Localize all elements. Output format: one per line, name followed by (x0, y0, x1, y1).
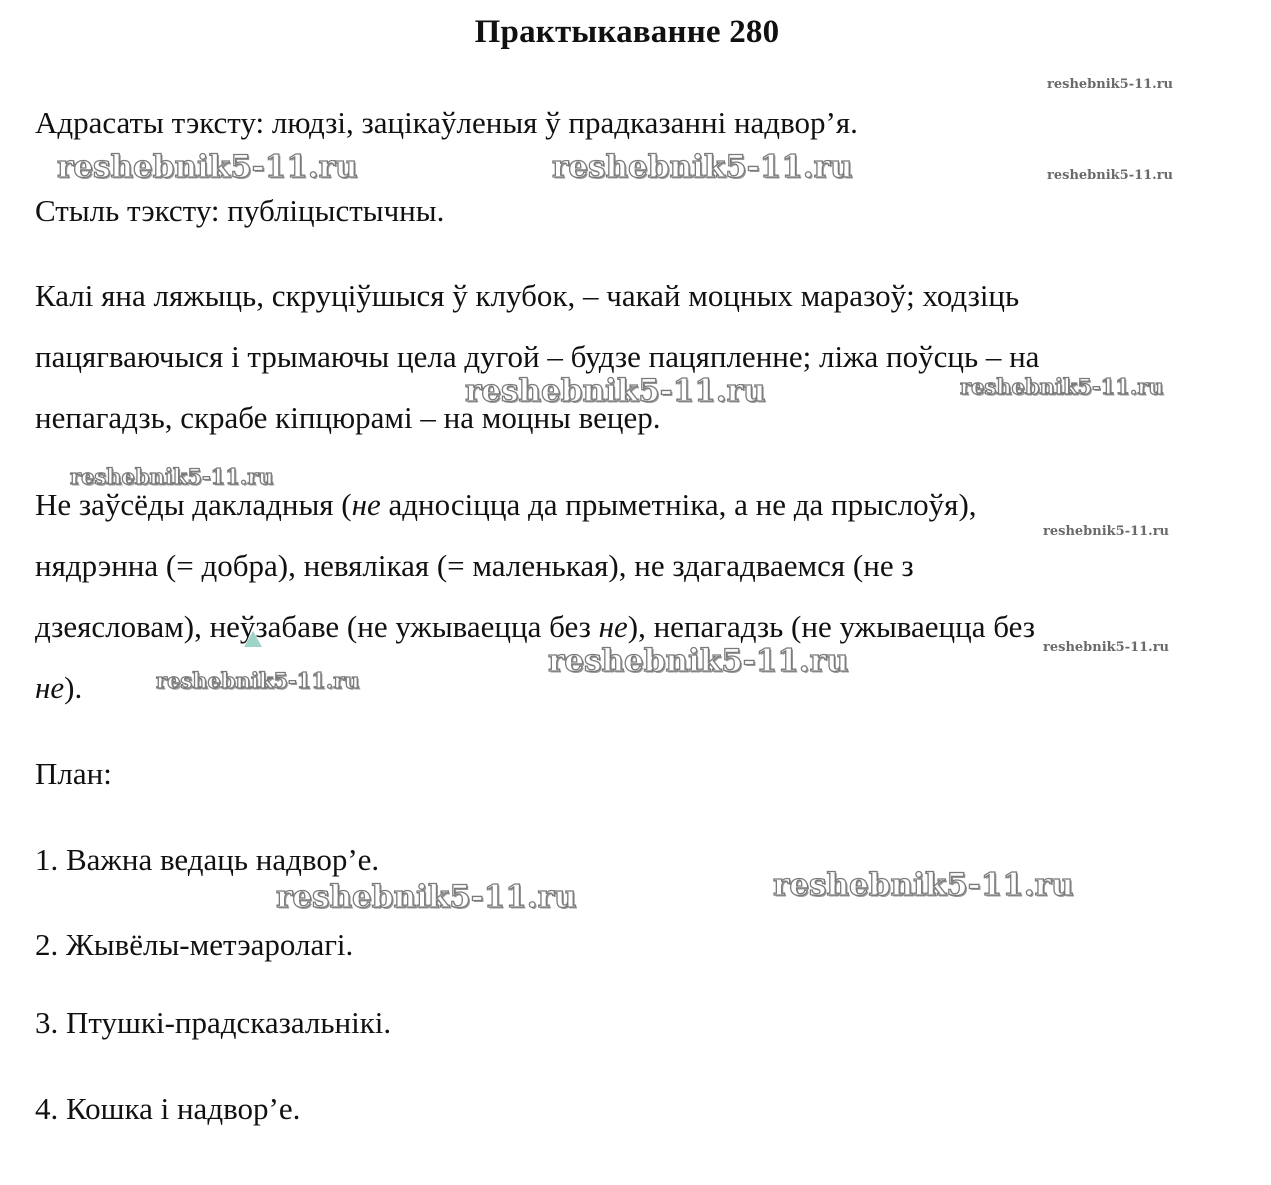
plan-item-4: 4. Кошка і надвор’е. (35, 1091, 301, 1126)
watermark-large: reshebnik5-11.ru (465, 373, 766, 409)
watermark-large: reshebnik5-11.ru (57, 149, 358, 185)
text-segment: дзеясловам), неўзабаве (не ужываецца без (35, 609, 599, 644)
plan-item-2: 2. Жывёлы-метэаролагі. (35, 927, 354, 962)
italic-ne: не (598, 609, 628, 644)
watermark-small: reshebnik5-11.ru (1043, 640, 1170, 655)
paragraph2-line-4 (35, 670, 82, 706)
paragraph2-line-2: нядрэнна (= добра), невялікая (= маленькая), не здагадваемся (не з (35, 548, 914, 583)
text-segment: ), непагадзь (не ужываецца без (627, 609, 1035, 644)
addressees-line: Адрасаты тэксту: людзі, зацікаўленыя ў прадказанні надвор’я. (35, 105, 858, 140)
plan-item-3: 3. Птушкі-прадсказальнікі. (35, 1005, 392, 1040)
paragraph1-line-1: Калі яна ляжыць, скруціўшыся ў клубок, – чакай моцных маразоў; ходзіць (35, 278, 1020, 313)
page-title: Практыкаванне 280 (474, 14, 780, 50)
watermark-small: reshebnik5-11.ru (1047, 168, 1174, 183)
italic-ne: не (35, 670, 65, 705)
watermark-small: reshebnik5-11.ru (1043, 524, 1170, 539)
style-line: Стыль тэксту: публіцыстычны. (35, 193, 445, 228)
triangle-mark-icon (244, 631, 262, 647)
text-segment: ). (64, 670, 83, 705)
watermark-large: reshebnik5-11.ru (276, 879, 577, 915)
plan-item-1: 1. Важна ведаць надвор’е. (35, 842, 380, 877)
text-segment: адносіцца да прыметніка, а не да прыслоўя), (380, 487, 977, 522)
watermark-medium: reshebnik5-11.ru (156, 668, 360, 693)
watermark-large: reshebnik5-11.ru (552, 149, 853, 185)
text-segment: Не заўсёды дакладныя ( (35, 487, 352, 522)
paragraph1-line-3: непагадзь, скрабе кіпцюрамі – на моцны вецер. (35, 400, 661, 435)
paragraph2-line-1 (35, 487, 977, 523)
watermark-large: reshebnik5-11.ru (773, 867, 1074, 903)
watermark-small: reshebnik5-11.ru (1047, 77, 1174, 92)
italic-ne: не (351, 487, 381, 522)
watermark-medium: reshebnik5-11.ru (960, 374, 1164, 399)
watermark-large: reshebnik5-11.ru (548, 643, 849, 679)
watermark-medium: reshebnik5-11.ru (70, 464, 274, 489)
plan-heading: План: (35, 756, 112, 791)
paragraph2-line-3 (35, 609, 1035, 645)
paragraph1-line-2: пацягваючыся і трымаючы цела дугой – будзе пацяпленне; ліжа поўсць – на (35, 339, 1040, 374)
